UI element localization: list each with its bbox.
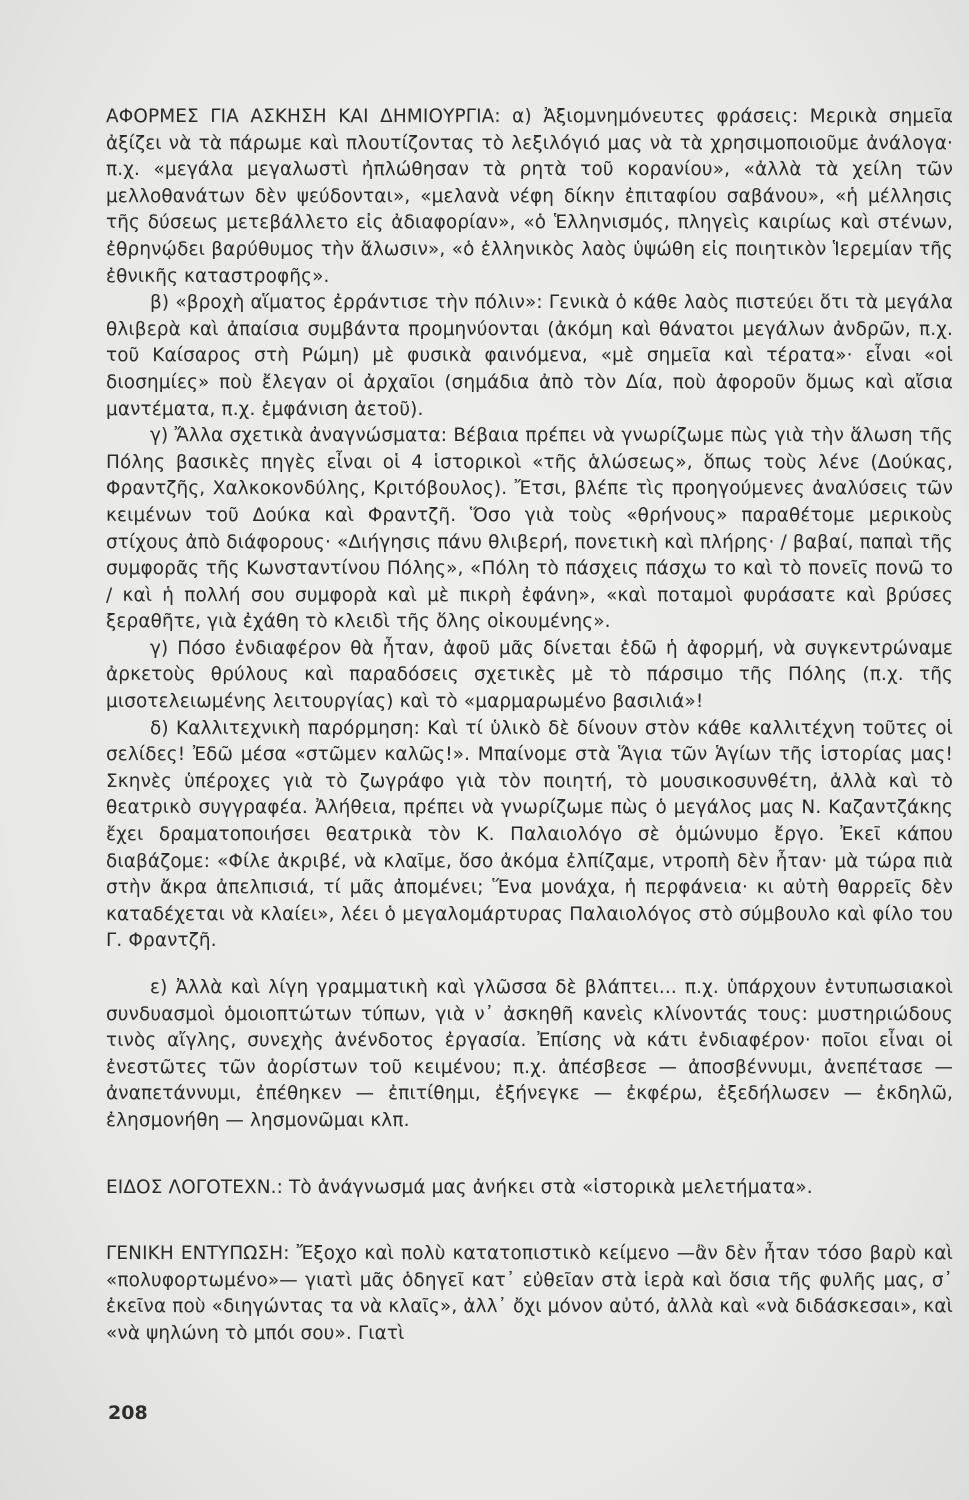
paragraph-gamma-readings: γ) Ἄλλα σχετικὰ ἀναγνώσματα: Βέβαια πρέπει νὰ γνωρίζωμε πὼς γιὰ τὴν ἅλωση τῆς Πόλης βασικὲς πηγὲς εἶναι οἱ 4 ἱστορικοὶ «τῆς ἁλώσεως», ὅπως τοὺς λένε (Δούκας, Φραντζῆς, Χαλκοκονδύλης, Κριτόβουλος). Ἔτσι, βλέπε τὶς προηγούμενες ἀναλύσεις τῶν κειμένων τοῦ Δούκα καὶ Φραντζῆ. Ὅσο γιὰ τοὺς «θρήνους» παραθέτομε μερικοὺς στίχους ἀπὸ διάφορους· «Διήγησις πάνυ θλιβερή, πονετικὴ καὶ πλήρης· / βαβαί, παπαὶ τῆς συμφορᾶς τῆς Κωνσταντίνου Πόλης», «Πόλη τὸ πάσχεις πάσχω το καὶ τὸ πονεῖς πονῶ το / καὶ ἡ πολλή σου συμφορὰ καὶ μὲ πικρὴ ἐφάνη», «καὶ ποταμοὶ φυράσατε καὶ βρύσες ξεραθῆτε, γιὰ ἐχάθη τὸ κλειδὶ τῆς ὅλης οἰκουμένης». [106, 425, 953, 633]
paragraph-epsilon: ε) Ἀλλὰ καὶ λίγη γραμματικὴ καὶ γλῶσσα δὲ βλάπτει... π.χ. ὑπάρχουν ἐντυπωσιακοὶ συνδυασμοὶ ὁμοιοπτώτων τύπων, γιὰ ν᾽ ἀσκηθῆ κανεὶς κλίνοντάς τους: μυστηριώδους τινὸς αἴγλης, συνεχὴς ἀνένδοτος ἐργασία. Ἐπίσης νὰ κάτι ἐνδιαφέρον· ποῖοι εἶναι οἱ ἐνεστῶτες τῶν ἀορίστων τοῦ κειμένου; π.χ. ἀπέσβεσε — ἀποσβέννυμι, ἀνεπέτασε — ἀναπετάννυμι, ἐπέθηκεν — ἐπιτίθημι, ἐξήνεγκε — ἐκφέρω, ἐξεδήλωσεν — ἐκδηλῶ, ἐλησμονήθη — λησμονῶμαι κλπ. [106, 977, 953, 1131]
paragraph-general-impression: ΓΕΝΙΚΗ ΕΝΤΥΠΩΣΗ: Ἔξοχο καὶ πολὺ κατατοπιστικὸ κείμενο —ἂν δὲν ἦταν τόσο βαρὺ καὶ «πολυφορτωμένο»— γιατὶ μᾶς ὁδηγεῖ κατ᾽ εὐθεῖαν στὰ ἱερὰ καὶ ὅσια τῆς φυλῆς μας, σ᾽ ἐκεῖνα ποὺ «διηγώντας τα νὰ κλαῖς», ἀλλ᾽ ὄχι μόνον αὐτό, ἀλλὰ καὶ «νὰ διδάσκεσαι», καὶ «νὰ ψηλώνη τὸ μπόι σου». Γιατὶ [106, 1243, 953, 1344]
page-body [106, 104, 953, 1348]
paragraph-gamma-legends: γ) Πόσο ἐνδιαφέρον θὰ ἦταν, ἀφοῦ μᾶς δίνεται ἐδῶ ἡ ἀφορμή, νὰ συγκεντρώναμε ἀρκετοὺς θρύλους καὶ παραδόσεις σχετικὲς μὲ τὸ πάρσιμο τῆς Πόλης (π.χ. τῆς μισοτελειωμένης λειτουργίας) καὶ τὸ «μαρμαρωμένο βασιλιά»! [106, 637, 953, 713]
paragraph-beta: β) «βροχὴ αἵματος ἐρράντισε τὴν πόλιν»: Γενικὰ ὁ κάθε λαὸς πιστεύει ὅτι τὰ μεγάλα θλιβερὰ καὶ ἀπαίσια συμβάντα προμηνύονται (ἀκόμη καὶ θάνατοι μεγάλων ἀνδρῶν, π.χ. τοῦ Καίσαρος στὴ Ρώμη) μὲ φυσικὰ φαινόμενα, «μὲ σημεῖα καὶ τέρατα»· εἶναι «οἱ διοσημίες» ποὺ ἔλεγαν οἱ ἀρχαῖοι (σημάδια ἀπὸ τὸν Δία, ποὺ ἀφοροῦν ὅμως καὶ αἴσια μαντέματα, π.χ. ἐμφάνιση ἀετοῦ). [106, 292, 953, 420]
paragraph-delta: δ) Καλλιτεχνικὴ παρόρμηση: Καὶ τί ὑλικὸ δὲ δίνουν στὸν κάθε καλλιτέχνη τοῦτες οἱ σελίδες! Ἐδῶ μέσα «στῶμεν καλῶς!». Μπαίνομε στὰ Ἅγια τῶν Ἁγίων τῆς ἱστορίας μας! Σκηνὲς ὑπέροχες γιὰ τὸ ζωγράφο γιὰ τὸν ποιητή, τὸ μουσικοσυνθέτη, ἀλλὰ καὶ τὸ θεατρικὸ συγγραφέα. Ἀλήθεια, πρέπει νὰ γνωρίζωμε πὼς ὁ μεγάλος μας Ν. Καζαντζάκης ἔχει δραματοποιήσει θεατρικὰ τὸν Κ. Παλαιολόγο σὲ ὁμώνυμο ἔργο. Ἐκεῖ κάπου διαβάζομε: «Φίλε ἀκριβέ, νὰ κλαῖμε, ὅσο ἀκόμα ἐλπίζαμε, ντροπὴ δὲν ἦταν· μὰ τώρα πιὰ στὴν ἄκρα ἀπελπισιά, τί μᾶς ἀπομένει; Ἕνα μονάχα, ἡ περφάνεια· κι αὐτὴ θαρρεῖς δὲν καταδέχεται νὰ κλαίει», λέει ὁ μεγαλομάρτυρας Παλαιολόγος στὸ σύμβουλο καὶ φίλο του Γ. Φραντζῆ. [106, 717, 953, 952]
paragraph-aformes-alpha: ΑΦΟΡΜΕΣ ΓΙΑ ΑΣΚΗΣΗ ΚΑΙ ΔΗΜΙΟΥΡΓΙΑ: α) Ἀξιομνημόνευτες φράσεις: Μερικὰ σημεῖα ἀξίζει νὰ τὰ πάρωμε καὶ πλουτίζοντας τὸ λεξιλόγιό μας νὰ τὰ χρησιμοποιοῦμε ἀνάλογα· π.χ. «μεγάλα μεγαλωστὶ ἠπλώθησαν τὰ ρητὰ τοῦ κορανίου», «ἀλλὰ τὰ χείλη τῶν μελλοθανάτων δὲν ψεύδονται», «μελανὰ νέφη δίκην ἐπιταφίου σαβάνου», «ἡ μέλλησις τῆς δύσεως μετεβάλλετο εἰς ἀδιαφορίαν», «ὁ Ἑλληνισμός, πληγεὶς καιρίως καὶ στένων, ἐθρηνῴδει βαρύθυμος τὴν ἅλωσιν», «ὁ ἑλληνικὸς λαὸς ὑψώθη εἰς ποιητικὸν Ἱερεμίαν τῆς ἐθνικῆς καταστροφῆς». [106, 106, 953, 287]
paragraph-literary-genre: ΕΙΔΟΣ ΛΟΓΟΤΕΧΝ.: Τὸ ἀνάγνωσμά μας ἀνήκει στὰ «ἱστορικὰ μελετήματα». [106, 1176, 813, 1198]
page-number: 208 [108, 1402, 148, 1424]
